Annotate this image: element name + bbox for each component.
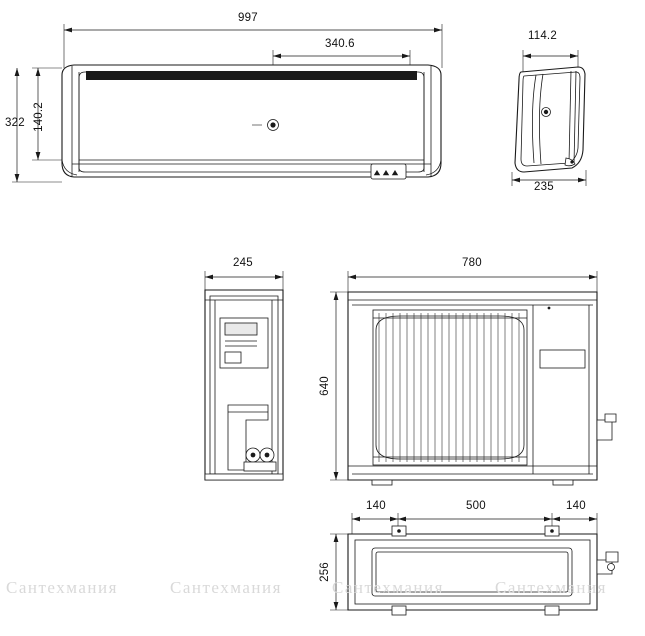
dim-256-line	[330, 534, 348, 610]
dim-997-line	[64, 24, 442, 68]
dim-640-line	[330, 292, 348, 480]
watermark-3: Сантехмания	[332, 578, 444, 597]
dim-label-indoor-depth: 235	[534, 181, 554, 193]
watermark-2: Сантехмания	[170, 578, 282, 597]
dim-label-outdoor-width: 780	[462, 257, 482, 269]
indoor-unit-outline	[62, 65, 441, 179]
dim-245-line	[205, 271, 283, 292]
dim-label-indoor-body-height: 140.2	[33, 102, 45, 132]
dim-label-indoor-width: 997	[238, 12, 258, 24]
indoor-unit-side-outline	[515, 67, 585, 172]
dim-label-indoor-total-height: 322	[5, 117, 25, 129]
dim-label-outdoor-top-depth: 256	[319, 562, 331, 582]
dim-label-outdoor-foot-left: 140	[366, 500, 386, 512]
dim-140-left-line	[352, 513, 398, 534]
outdoor-unit-side-outline	[205, 290, 283, 480]
dim-label-outdoor-foot-span: 500	[466, 500, 486, 512]
watermark-4: Сантехмания	[495, 578, 607, 597]
outdoor-unit-front-outline	[348, 292, 616, 485]
dim-label-outdoor-height: 640	[319, 376, 331, 396]
dim-500-line	[398, 513, 552, 528]
dim-label-outdoor-foot-right: 140	[566, 500, 586, 512]
dim-label-indoor-side-top: 114.2	[528, 30, 557, 42]
dim-780-line	[348, 271, 597, 292]
dim-label-outdoor-depth: 245	[233, 257, 253, 269]
dim-label-indoor-mount-offset: 340.6	[325, 38, 355, 50]
watermark-1: Сантехмания	[6, 578, 118, 597]
outdoor-unit-top-outline	[348, 526, 618, 615]
